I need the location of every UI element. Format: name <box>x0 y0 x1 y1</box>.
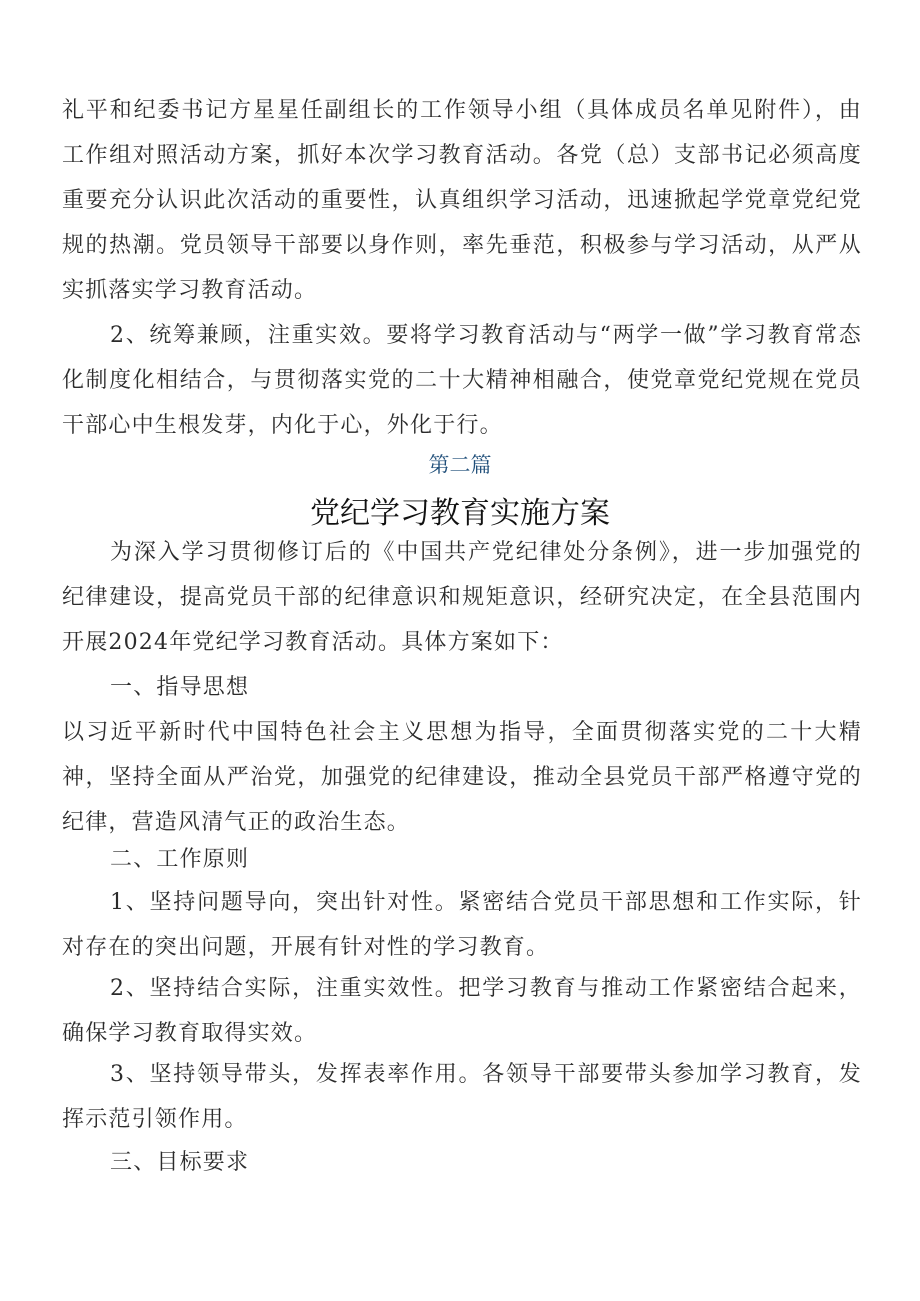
heading-goals: 三、目标要求 <box>110 1150 250 1175</box>
paragraph-leading-group: 礼平和纪委书记方星星任副组长的工作领导小组（具体成员名单见附件），由工作组对照活动方案，抓好本次学习教育活动。各党（总）支部书记必须高度重要充分认识此次活动的重要性，认真组织学习活动，迅速掀起学党章党纪党规的热潮。党员领导干部要以身作则，率先垂范，积极参与学习活动，从严从实抓落实学习教育活动。 <box>62 98 862 303</box>
heading-guiding-thought: 一、指导思想 <box>110 675 250 700</box>
document-title: 党纪学习教育实施方案 <box>310 496 610 531</box>
heading-work-principles: 二、工作原则 <box>110 847 250 872</box>
paragraph-principle-1: 1、坚持问题导向，突出针对性。紧密结合党员干部思想和工作实际，针对存在的突出问题，开展有针对性的学习教育。 <box>62 890 862 960</box>
paragraph-coordination: 2、统筹兼顾，注重实效。要将学习教育活动与“两学一做”学习教育常态化制度化相结合，与贯彻落实党的二十大精神相融合，使党章党纪党规在党员干部心中生根发芽，内化于心，外化于行。 <box>62 323 862 438</box>
paragraph-principle-3: 3、坚持领导带头，发挥表率作用。各领导干部要带头参加学习教育，发挥示范引领作用。 <box>62 1062 862 1132</box>
paragraph-guiding-thought: 以习近平新时代中国特色社会主义思想为指导，全面贯彻落实党的二十大精神，坚持全面从严治党，加强党的纪律建设，推动全县党员干部严格遵守党的纪律，营造风清气正的政治生态。 <box>62 720 862 835</box>
section-label: 第二篇 <box>428 453 492 477</box>
paragraph-intro: 为深入学习贯彻修订后的《中国共产党纪律处分条例》，进一步加强党的纪律建设，提高党员干部的纪律意识和规矩意识，经研究决定，在全县范围内开展2024年党纪学习教育活动。具体方案如下： <box>62 540 862 655</box>
paragraph-principle-2: 2、坚持结合实际，注重实效性。把学习教育与推动工作紧密结合起来，确保学习教育取得实效。 <box>62 976 862 1046</box>
